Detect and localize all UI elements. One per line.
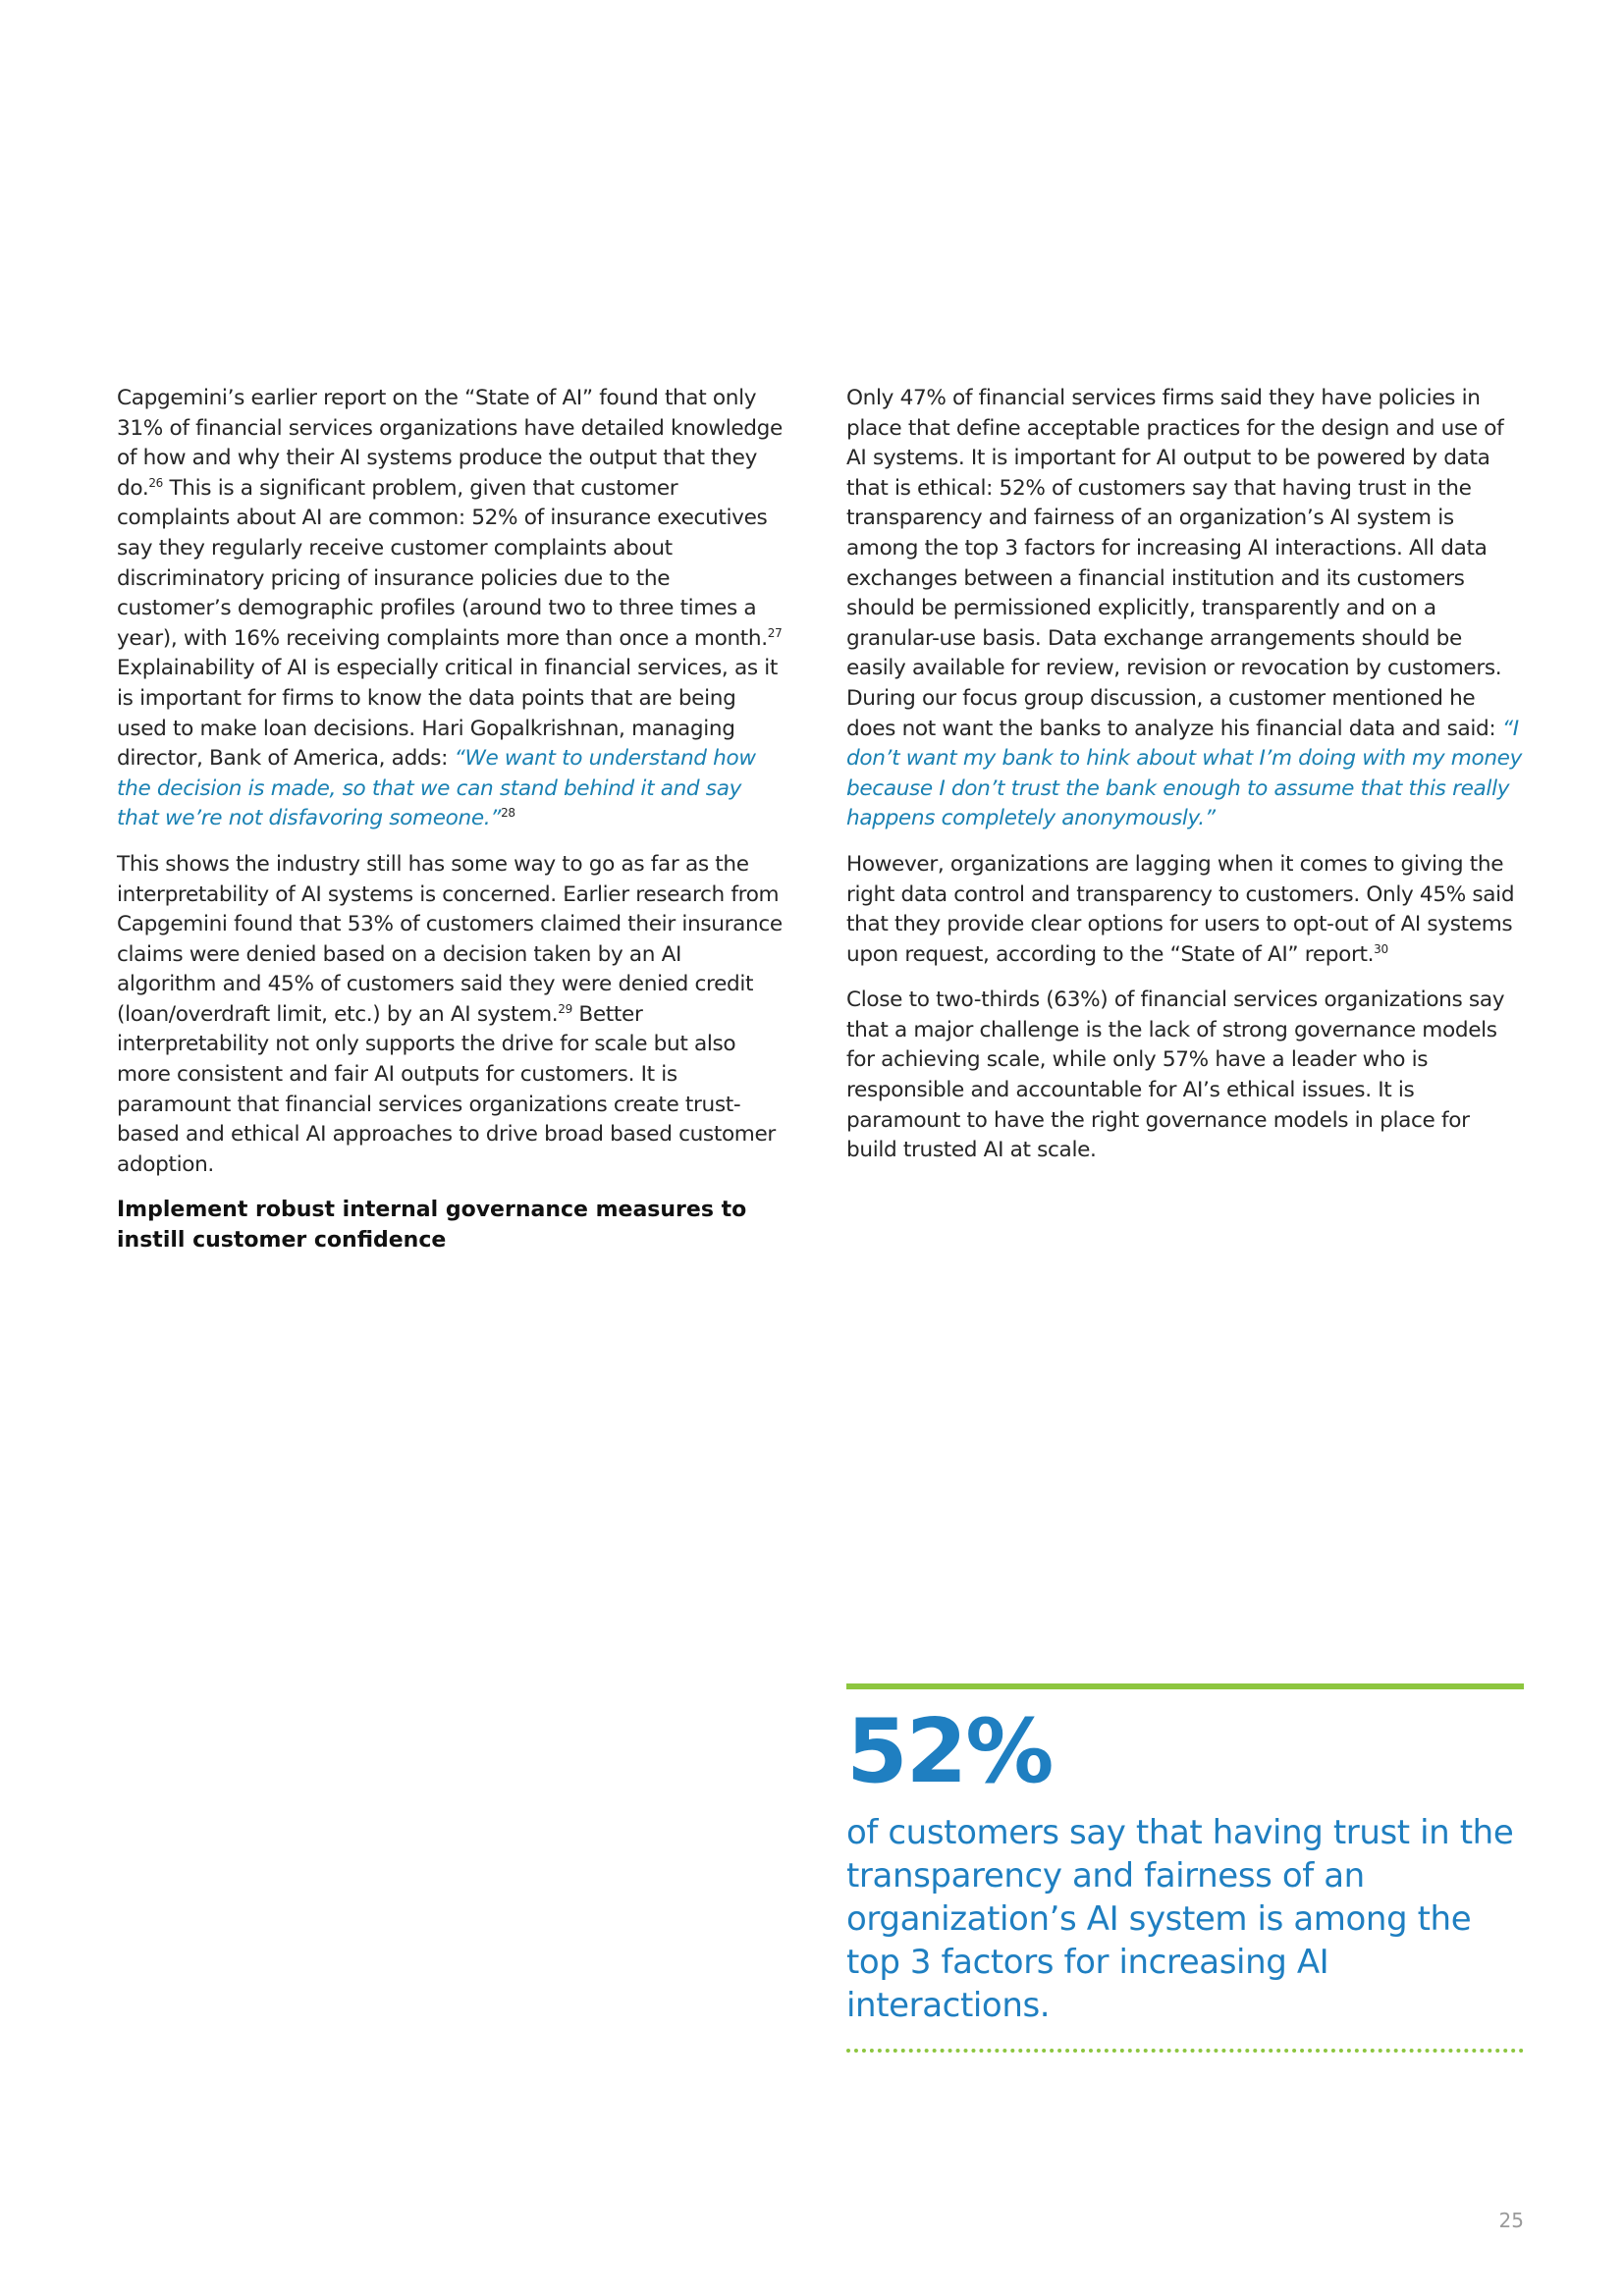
right-paragraph-3	[846, 986, 1524, 1166]
footnote-ref: 26	[148, 475, 163, 490]
footnote-ref: 27	[767, 625, 783, 640]
section-heading: Implement robust internal governance measures to instill customer confidence	[117, 1198, 747, 1254]
callout-stat: 52%	[846, 1700, 1053, 1803]
text-span: This shows the industry still has some way to go as far as the interpretability of AI systems is concerned. Earlier research from Capgemini found that 53% of customers claimed their insurance claims were denied based on a decision taken by an AI algorithm and 45% of customers said they were denied credit (loan/overdraft limit, etc.) by an AI system.	[117, 851, 783, 1027]
text-span: However, organizations are lagging when it comes to giving the right data control and transparency to customers. Only 45% said that they provide clear options for users to opt-out of AI systems upon request, according to the “State of AI” report.	[846, 851, 1515, 967]
footnote-ref: 30	[1374, 941, 1388, 956]
left-column	[117, 384, 783, 1256]
callout-bottom-divider	[846, 2049, 1524, 2053]
right-paragraph-1	[846, 384, 1524, 834]
callout-text: of customers say that having trust in the transparency and fairness of an organization’s AI system is among the top 3 factors for increasing AI interactions.	[846, 1813, 1514, 2025]
text-span: This is a significant problem, given that customer complaints about AI are common: 52% of insurance executives say they regularly receive customer complaints about discriminatory pricing of insurance policies due to the customer’s demographic profiles (around two to three times a year), with 16% receiving complaints more than once a month.	[117, 475, 768, 651]
right-paragraph-2	[846, 850, 1524, 970]
text-span: Close to two-thirds (63%) of financial services organizations say that a major challenge is the lack of strong governance models for achieving scale, while only 57% have a leader who is responsible and accountable for AI’s ethical issues. It is paramount to have the right governance models in place for build trusted AI at scale.	[846, 988, 1505, 1163]
text-span: Better interpretability not only supports the drive for scale but also more consistent and fair AI outputs for customers. It is paramount that financial services organizations create trust-based and ethical AI approaches to drive broad based customer adoption.	[117, 1001, 776, 1177]
callout-top-divider	[846, 1683, 1524, 1689]
footnote-ref: 28	[501, 806, 515, 821]
page-number: 25	[1498, 2209, 1524, 2232]
quote-bank-of-america: “We want to understand how the decision is made, so that we can stand behind it and say that we’re not disfavoring someone.”	[117, 746, 756, 831]
left-paragraph-1	[117, 384, 783, 834]
quote-customer: “I don’t want my bank to hink about what I’m doing with my money because I don’t trust the bank enough to assume that this really happens completely anonymously.”	[846, 716, 1523, 831]
right-column	[846, 384, 1524, 1182]
text-span: Only 47% of financial services firms said they have policies in place that define acceptable practices for the design and use of AI systems. It is important for AI output to be powered by data that is ethical: 52% of customers say that having trust in the transparency and fairness of an organization’s AI system is among the top 3 factors for increasing AI interactions. All data exchanges between a financial institution and its customers should be permissioned explicitly, transparently and on a granular-use basis. Data exchange arrangements should be easily available for review, revision or revocation by customers. During our focus group discussion, a customer mentioned he does not want the banks to analyze his financial data and said:	[846, 386, 1504, 741]
text-span: Explainability of AI is especially critical in financial services, as it is important for firms to know the data points that are being used to make loan decisions. Hari Gopalkrishnan, managing director, Bank of America, adds:	[117, 656, 779, 772]
text-span: Capgemini’s earlier report on the “State of AI” found that only 31% of financial services organizations have detailed knowledge of how and why their AI systems produce the output that they do.	[117, 386, 783, 501]
footnote-ref: 29	[558, 1001, 572, 1016]
stat-callout	[846, 1683, 1524, 2053]
left-paragraph-2	[117, 850, 783, 1181]
